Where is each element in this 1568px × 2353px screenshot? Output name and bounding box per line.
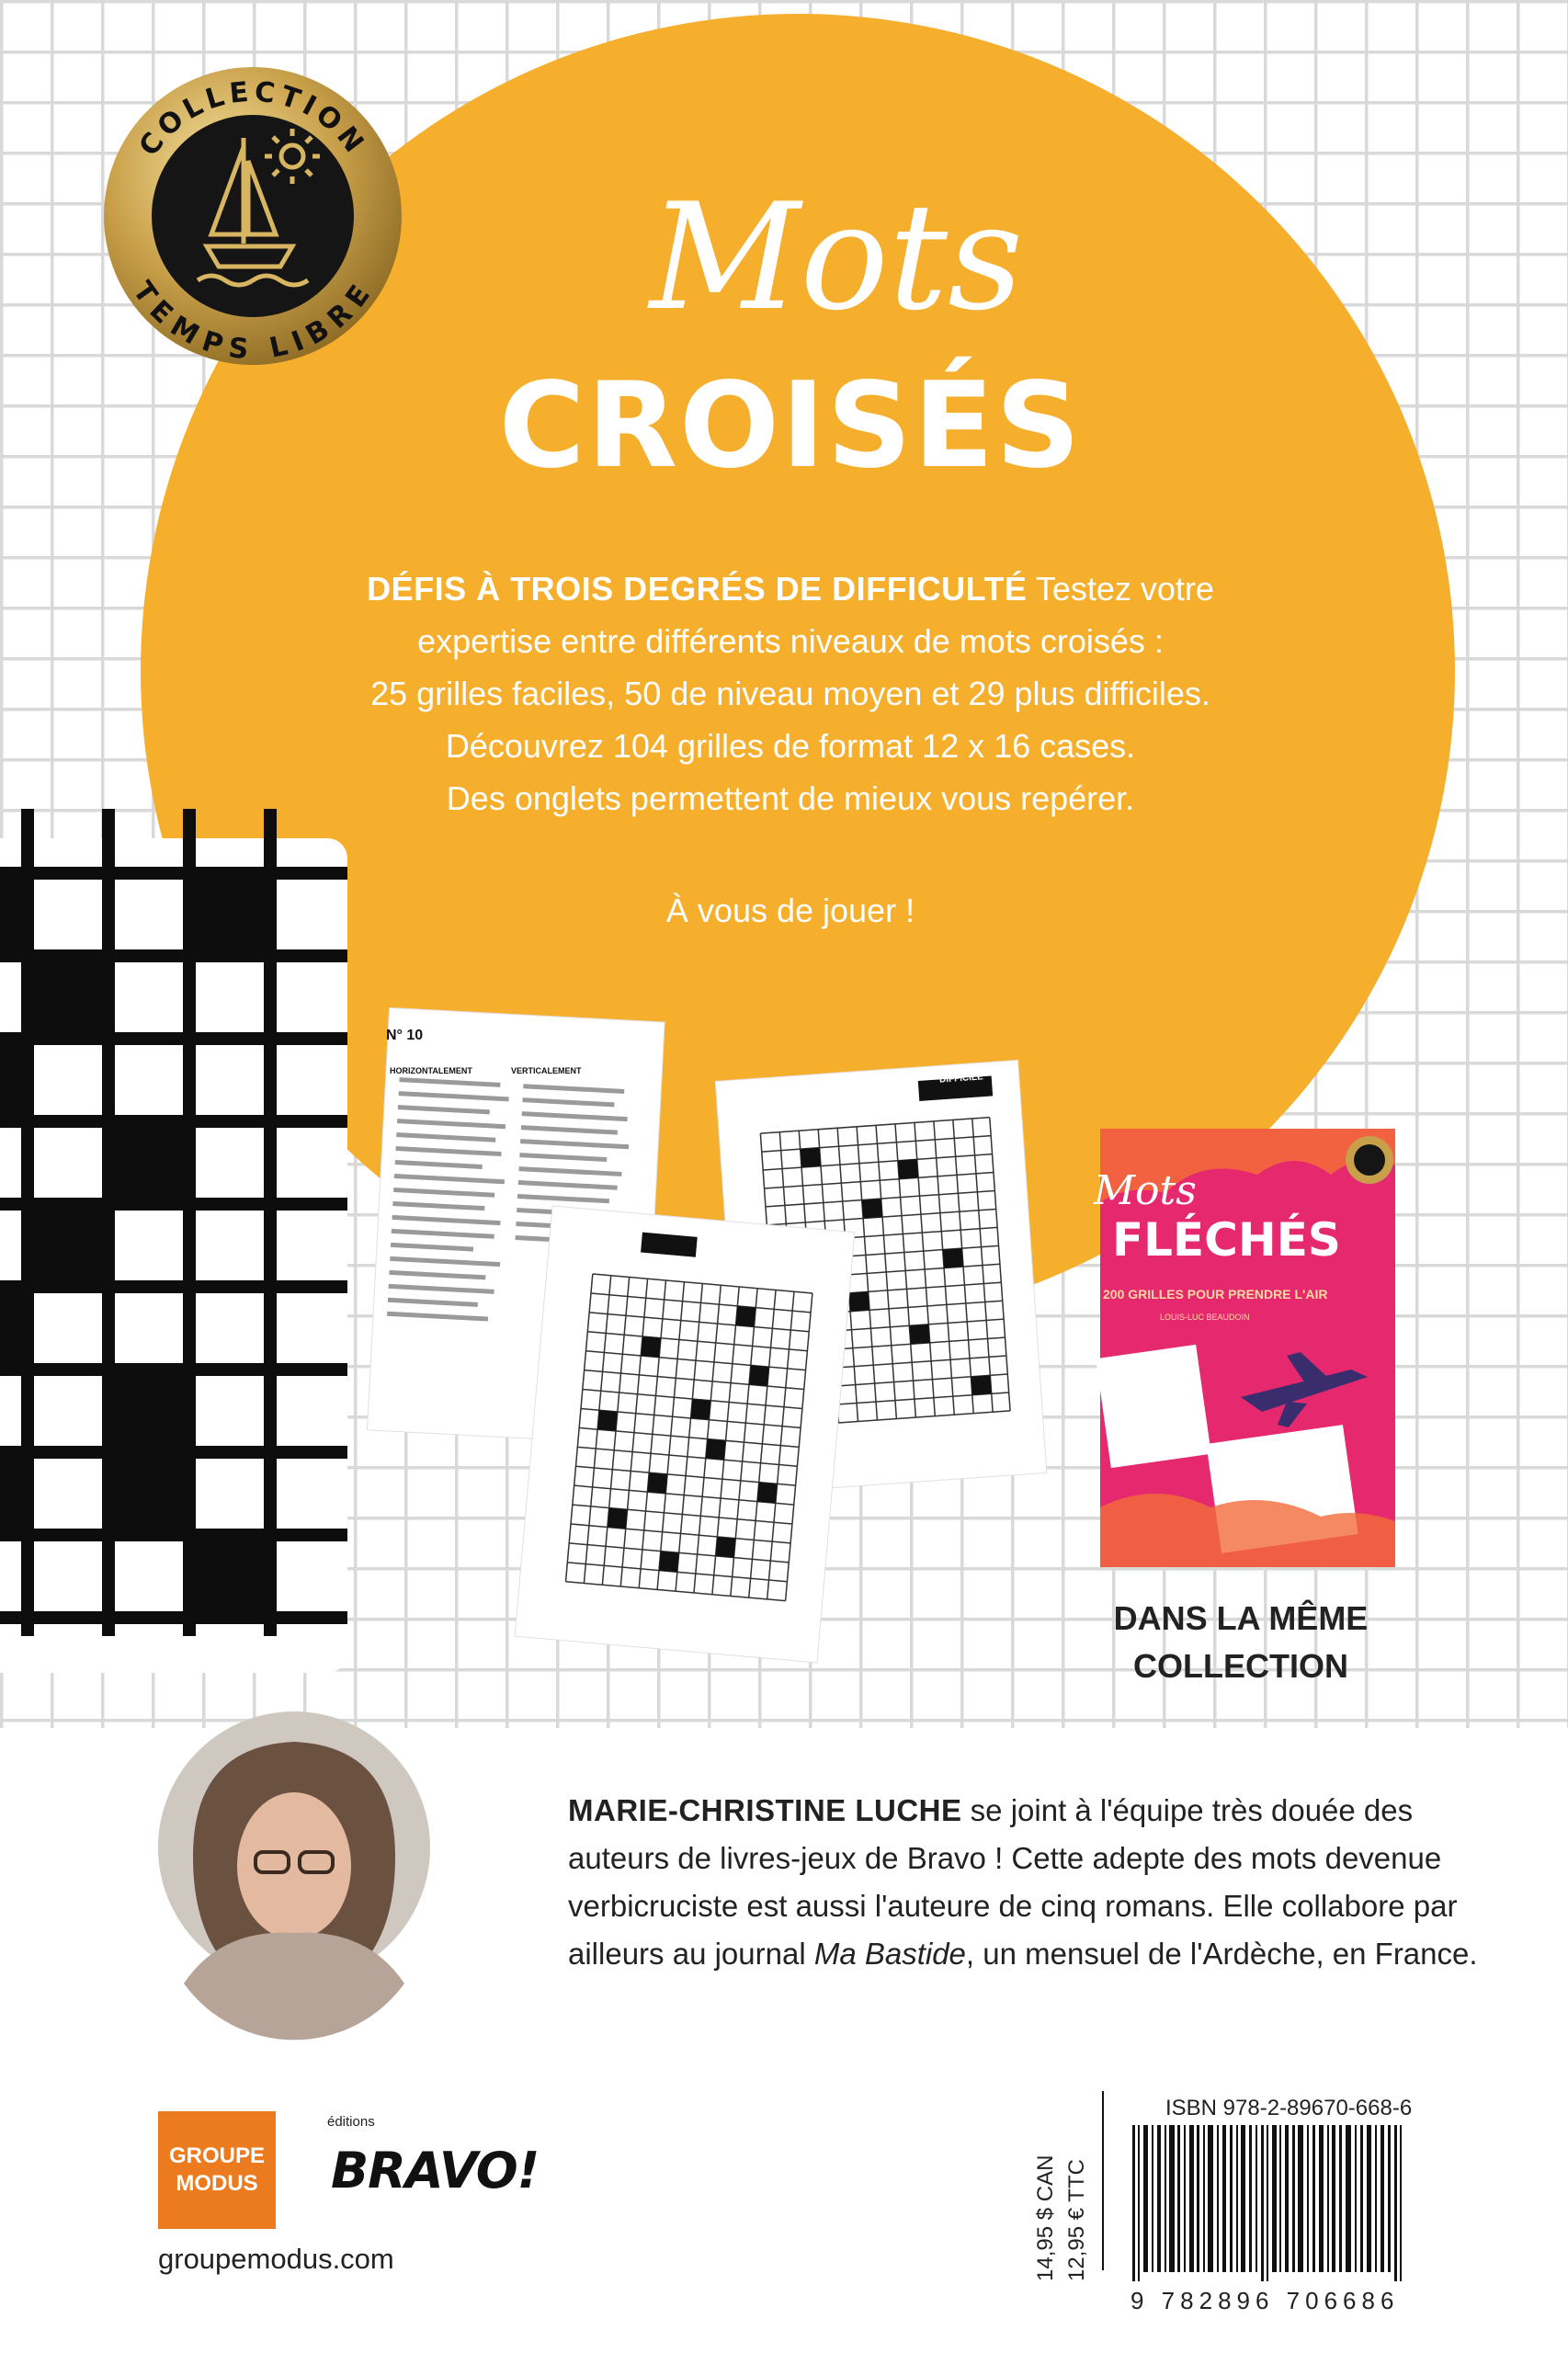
call-to-action: À vous de jouer ! [665, 892, 915, 929]
caption-line2: COLLECTION [1133, 1647, 1348, 1685]
author-bio [568, 1787, 1496, 1978]
barcode-digits: 9 782896 706686 [1131, 2287, 1400, 2314]
svg-text:COLLECTION [133, 75, 373, 162]
isbn: ISBN 978-2-89670-668-6 [1165, 2096, 1413, 2120]
vertical-heading: VERTICALEMENT [511, 1066, 582, 1075]
price-block [1029, 2107, 1094, 2290]
hard-tab: DIFFICILE [938, 1072, 984, 1086]
related-book-subtitle: 200 GRILLES POUR PRENDRE L'AIR [1103, 1287, 1328, 1302]
author-journal: Ma Bastide [813, 1937, 966, 1971]
blurb-line2: expertise entre différents niveaux de mots croisés : [417, 622, 1164, 660]
modus-line2: MODUS [176, 2171, 258, 2196]
title-script: Mots [649, 171, 1024, 343]
sample-page-easy [515, 1206, 855, 1663]
barcode-bars [1132, 2125, 1402, 2281]
related-book-script: Mots [1094, 1167, 1197, 1214]
publisher-website[interactable]: groupemodus.com [158, 2243, 394, 2275]
easy-tab: FACILE [633, 1259, 667, 1273]
bravo-logo: BRAVO! [331, 2142, 540, 2200]
svg-text:TEMPS LIBRE [126, 276, 379, 366]
horizontal-heading: HORIZONTALEMENT [390, 1066, 472, 1075]
related-book-author: LOUIS-LUC BEAUDOIN [1160, 1313, 1250, 1322]
same-collection-caption [1075, 1595, 1406, 1690]
blurb-lead: DÉFIS À TROIS DEGRÉS DE DIFFICULTÉ [367, 570, 1028, 608]
modus-line1: GROUPE [168, 2143, 265, 2168]
title-main: CROISÉS [498, 358, 1083, 494]
author-bio-end: , un mensuel de l'Ardèche, en France. [965, 1937, 1478, 1971]
badge-top-text: COLLECTION [132, 75, 373, 163]
badge-bottom-text: TEMPS LIBRE [126, 276, 380, 367]
author-name: MARIE-CHRISTINE LUCHE [568, 1793, 962, 1827]
blurb [294, 563, 1287, 824]
badge-text-overlay [0, 0, 515, 386]
author-photo [158, 1711, 430, 2040]
blurb-line4: Découvrez 104 grilles de format 12 x 16 cases. [445, 727, 1136, 765]
author-bio-start: se joint à l'équipe très douée des auteurs de livres-jeux de Bravo ! Cette adepte des mots devenue verbicruciste est aussi l'auteure de cinq romans. Elle collabore par ailleurs au journal [568, 1793, 1458, 1971]
price-cad: 14,95 $ CAN [1033, 2154, 1058, 2281]
price-eur: 12,95 € TTC [1064, 2159, 1089, 2281]
editions-label: éditions [327, 2114, 375, 2130]
large-crossword-card [0, 809, 347, 1673]
groupe-modus-logo [158, 2111, 276, 2229]
caption-line1: DANS LA MÊME [1113, 1599, 1369, 1637]
related-book-main: FLÉCHÉS [1112, 1213, 1341, 1267]
blurb-line1: Testez votre [1035, 570, 1214, 608]
blurb-line5: Des onglets permettent de mieux vous repérer. [446, 779, 1135, 817]
blurb-line3: 25 grilles faciles, 50 de niveau moyen et 29 plus difficiles. [370, 675, 1210, 712]
clues-number: N° 10 [386, 1028, 424, 1043]
